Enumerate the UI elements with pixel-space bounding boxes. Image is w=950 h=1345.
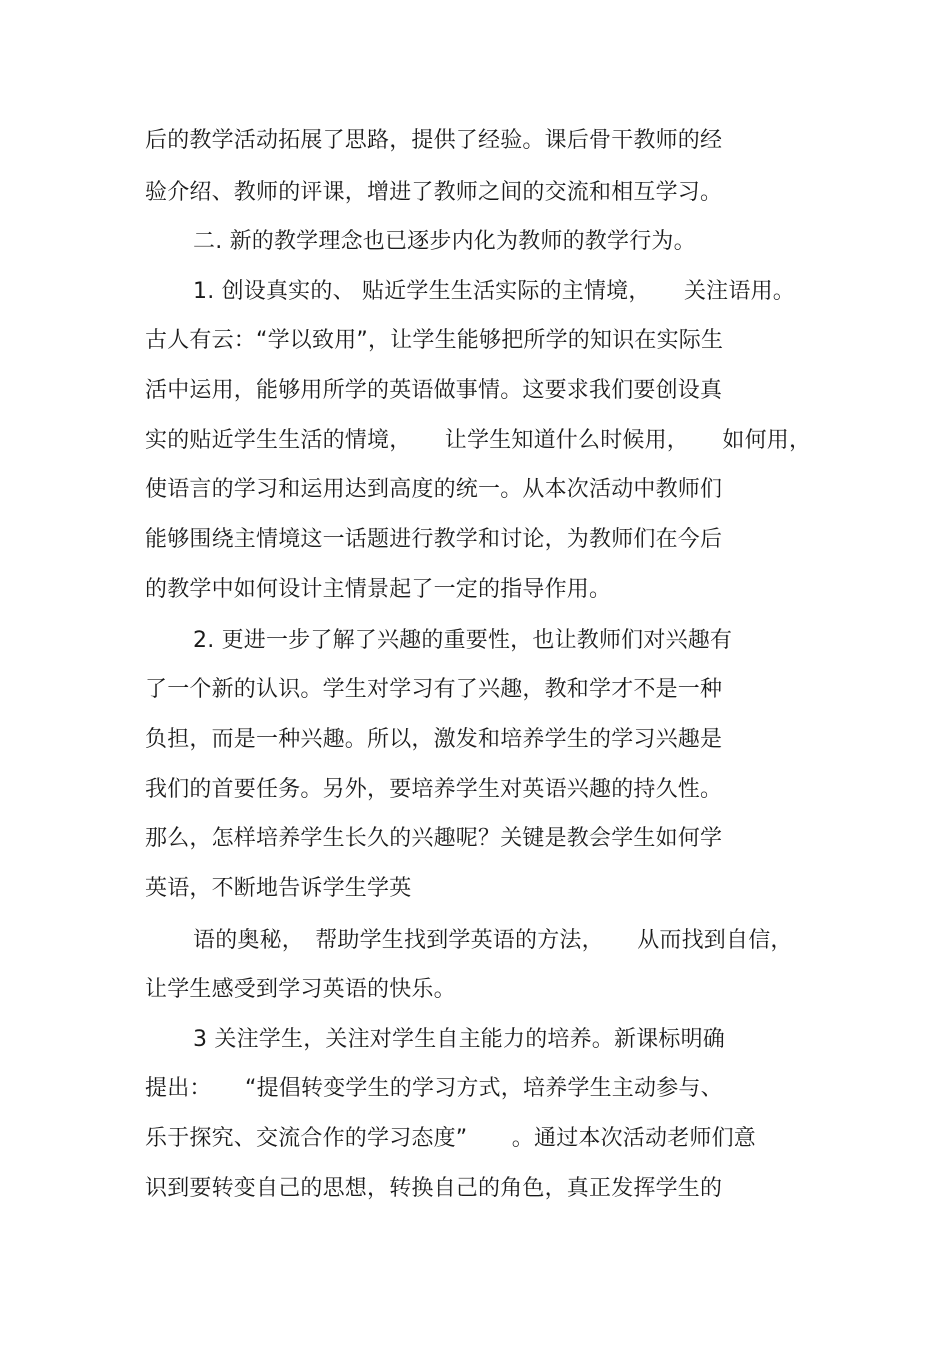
- text-line: 二. 新的教学理念也已逐步内化为教师的教学行为。: [193, 229, 696, 254]
- text-line: 活中运用，能够用所学的英语做事情。这要求我们要创设真: [145, 378, 723, 403]
- text-line: 语的奥秘， 帮助学生找到学英语的方法， 从而找到自信，: [193, 928, 793, 953]
- text-line: 提出： “提倡转变学生的学习方式，培养学生主动参与、: [145, 1076, 723, 1101]
- text-line: 了一个新的认识。学生对学习有了兴趣，教和学才不是一种: [145, 677, 723, 702]
- text-line: 后的教学活动拓展了思路，提供了经验。课后骨干教师的经: [145, 128, 723, 153]
- text-line: 识到要转变自己的思想，转换自己的角色，真正发挥学生的: [145, 1176, 723, 1201]
- text-line: 3 关注学生，关注对学生自主能力的培养。新课标明确: [193, 1027, 725, 1052]
- text-line: 让学生感受到学习英语的快乐。: [145, 977, 456, 1002]
- text-line: 乐于探究、交流合作的学习态度” 。通过本次活动老师们意: [145, 1126, 756, 1151]
- text-line: 那么，怎样培养学生长久的兴趣呢？关键是教会学生如何学: [145, 826, 723, 851]
- text-line: 验介绍、教师的评课，增进了教师之间的交流和相互学习。: [145, 180, 723, 205]
- text-line: 负担，而是一种兴趣。所以，激发和培养学生的学习兴趣是: [145, 727, 723, 752]
- text-line: 古人有云：“学以致用”，让学生能够把所学的知识在实际生: [145, 328, 724, 353]
- text-line: 实的贴近学生生活的情境， 让学生知道什么时候用， 如何用，: [145, 428, 812, 453]
- text-line: 能够围绕主情境这一话题进行教学和讨论，为教师们在今后: [145, 527, 723, 552]
- text-line: 2. 更进一步了解了兴趣的重要性，也让教师们对兴趣有: [193, 628, 733, 653]
- text-line: 1. 创设真实的、 贴近学生生活实际的主情境， 关注语用。: [193, 279, 795, 304]
- text-line: 使语言的学习和运用达到高度的统一。从本次活动中教师们: [145, 477, 723, 502]
- text-line: 英语，不断地告诉学生学英: [145, 876, 412, 901]
- text-line: 我们的首要任务。另外，要培养学生对英语兴趣的持久性。: [145, 777, 723, 802]
- text-line: 的教学中如何设计主情景起了一定的指导作用。: [145, 577, 612, 602]
